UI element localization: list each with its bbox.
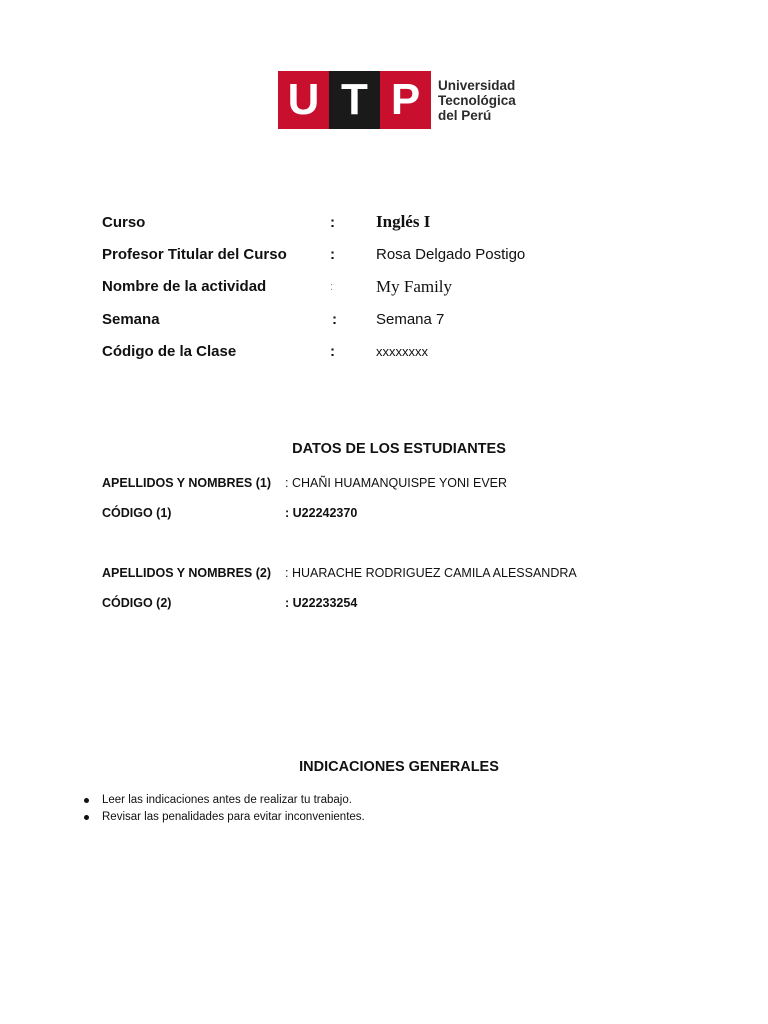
student-1-name-label: APELLIDOS Y NOMBRES (1) [102, 476, 272, 490]
info-colon: : [330, 213, 335, 231]
info-value-codigo-clase: xxxxxxxx [376, 343, 428, 359]
logo-letter-u: U [278, 71, 329, 129]
info-value-curso: Inglés I [376, 212, 431, 232]
utp-logo [278, 71, 518, 129]
info-colon: : [330, 280, 334, 293]
logo-letter-t: T [329, 71, 380, 129]
student-2-name-value: : HUARACHE RODRIGUEZ CAMILA ALESSANDRA [285, 566, 577, 580]
logo-university-name [438, 78, 516, 123]
logo-letters [278, 71, 431, 129]
student-2-code-row [102, 596, 702, 612]
student-1-code-label: CÓDIGO (1) [102, 506, 172, 520]
info-label-profesor: Profesor Titular del Curso [102, 245, 287, 263]
info-row-actividad [102, 271, 662, 303]
logo-letter-p: P [380, 71, 431, 129]
info-label-actividad: Nombre de la actividad [102, 278, 267, 296]
logo-name-line-2: Tecnológica [438, 92, 516, 108]
students-heading: DATOS DE LOS ESTUDIANTES [292, 441, 506, 457]
student-1-code-row [102, 506, 702, 522]
list-item [84, 792, 365, 809]
student-2-code-label: CÓDIGO (2) [102, 596, 172, 610]
general-indications-heading: INDICACIONES GENERALES [299, 759, 499, 775]
student-2-name-label: APELLIDOS Y NOMBRES (2) [102, 566, 272, 580]
bullet-icon [84, 815, 89, 820]
logo-name-line-3: del Perú [438, 107, 492, 123]
info-row-profesor [102, 238, 662, 270]
indication-text: Revisar las penalidades para evitar inconvenientes. [102, 811, 365, 823]
info-colon: : [330, 245, 335, 263]
info-label-semana: Semana [102, 310, 160, 328]
info-label-curso: Curso [102, 213, 146, 231]
info-row-curso [102, 206, 662, 238]
student-1-code-value: : U22242370 [285, 506, 358, 520]
course-info [102, 206, 662, 367]
student-2-name-row [102, 566, 702, 582]
info-value-profesor: Rosa Delgado Postigo [376, 245, 526, 263]
info-value-actividad: My Family [376, 276, 453, 296]
info-row-semana [102, 303, 662, 335]
student-2-code-value: : U22233254 [285, 596, 358, 610]
indications-list [84, 792, 365, 826]
info-value-semana: Semana 7 [376, 310, 445, 328]
indication-text: Leer las indicaciones antes de realizar tu trabajo. [102, 794, 352, 806]
student-1-name-value: : CHAÑI HUAMANQUISPE YONI EVER [285, 476, 508, 490]
list-item [84, 809, 365, 826]
student-1-name-row [102, 476, 702, 492]
info-colon: : [330, 342, 335, 360]
info-row-codigo-clase [102, 335, 662, 367]
bullet-icon [84, 798, 89, 803]
info-colon: : [332, 310, 337, 328]
logo-name-line-1: Universidad [438, 77, 516, 93]
info-label-codigo-clase: Código de la Clase [102, 342, 237, 360]
